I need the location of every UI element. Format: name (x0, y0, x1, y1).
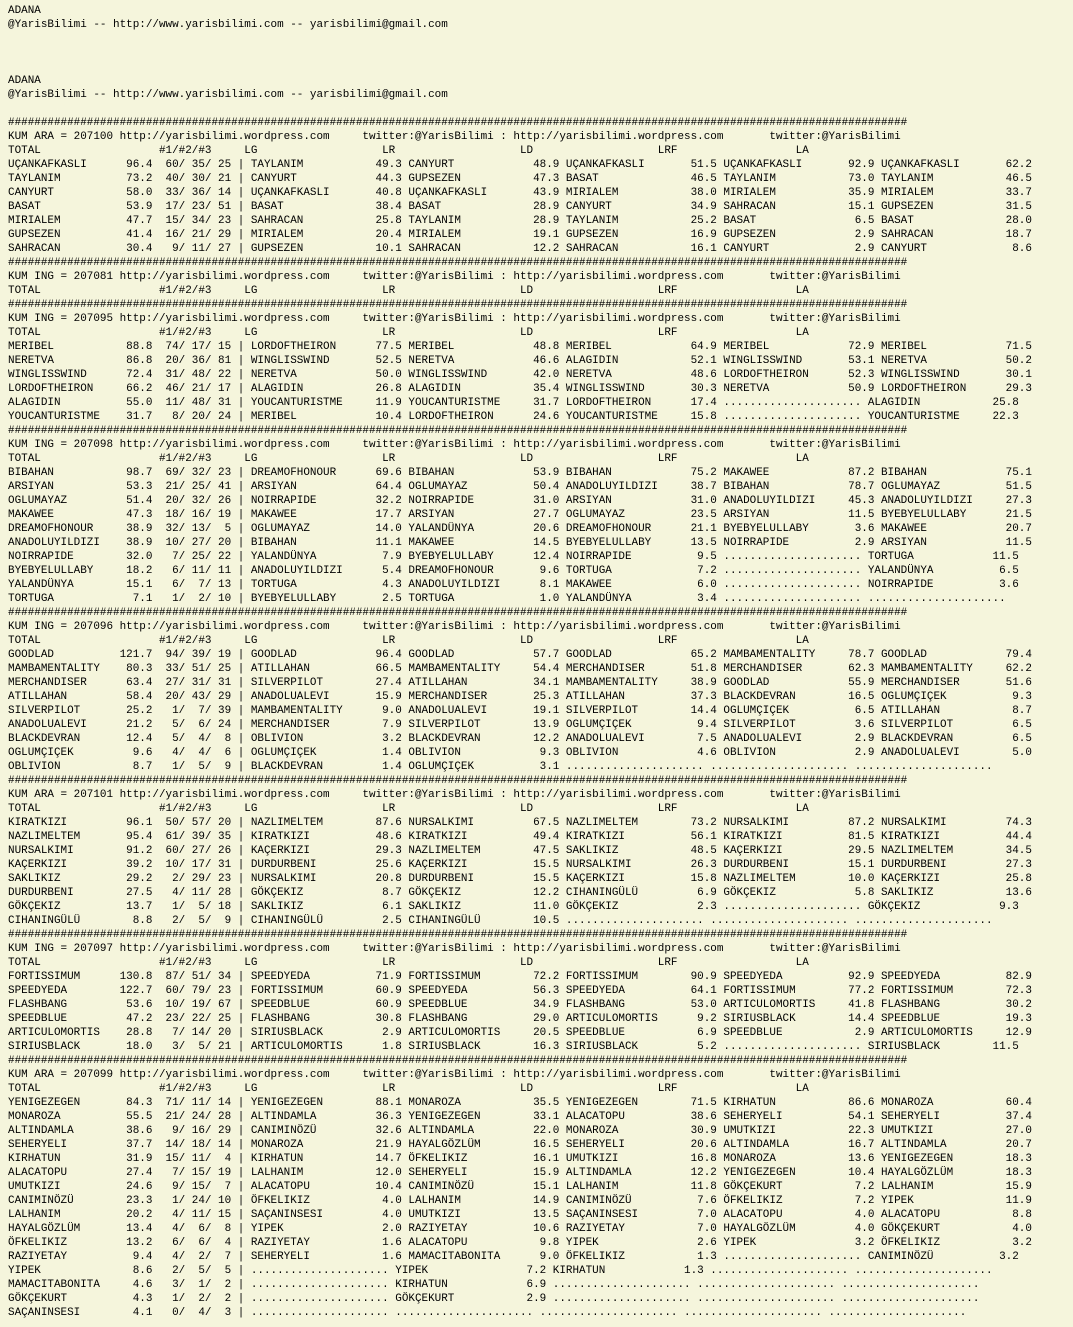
column-header: TOTAL #1/#2/#3 LG LR LD LRF LA (8, 453, 809, 465)
column-header: TOTAL #1/#2/#3 LG LR LD LRF LA (8, 957, 809, 969)
table-row: KIRATKIZI 96.1 50/ 57/ 20 | NAZLIMELTEM 87.6 NURSALKIMI 67.5 NAZLIMELTEM 73.2 NURSALKIMI 87.2 NURSALKIMI 74.3 (8, 817, 1032, 829)
separator-line: ######################################################################################################################################### (8, 299, 908, 311)
race-header: KUM ING = 207098 http://yarisbilimi.wordpress.com twitter:@YarisBilimi : http://yarisbilimi.wordpress.com twitter:@YarisBilimi (8, 439, 901, 451)
table-row: ALTINDAMLA 38.6 9/ 16/ 29 | CANIMINÖZÜ 32.6 ALTINDAMLA 22.0 MONAROZA 30.9 UMUTKIZI 22.3 UMUTKIZI 27.0 (8, 1125, 1032, 1137)
table-row: SAHRACAN 30.4 9/ 11/ 27 | GUPSEZEN 10.1 SAHRACAN 12.2 SAHRACAN 16.1 CANYURT 2.9 CANYURT 8.6 (8, 243, 1032, 255)
title-line: ADANA (8, 5, 41, 17)
table-row: MAMACITABONITA 4.6 3/ 1/ 2 | ..................... KIRHATUN 6.9 ..................... ..................... ..................... (8, 1279, 980, 1291)
table-row: FLASHBANG 53.6 10/ 19/ 67 | SPEEDBLUE 60.9 SPEEDBLUE 34.9 FLASHBANG 53.0 ARTICULOMORTIS 41.8 FLASHBANG 30.2 (8, 999, 1032, 1011)
table-row: ALAGIDIN 55.0 11/ 48/ 31 | YOUCANTURISTME 11.9 YOUCANTURISTME 31.7 LORDOFTHEIRON 17.4 ..................... ALAGIDIN 25.8 (8, 397, 1019, 409)
table-row: CIHANINGÜLÜ 8.8 2/ 5/ 9 | CIHANINGÜLÜ 2.5 CIHANINGÜLÜ 10.5 ..................... ..................... ..................... (8, 915, 993, 927)
blank-line (8, 32, 1032, 46)
table-row: GÖKÇEKURT 4.3 1/ 2/ 2 | ..................... GÖKÇEKURT 2.9 ..................... ..................... ..................... (8, 1293, 980, 1305)
separator-line: ######################################################################################################################################### (8, 929, 908, 941)
table-row: GUPSEZEN 41.4 16/ 21/ 29 | MIRIALEM 20.4 MIRIALEM 19.1 GUPSEZEN 16.9 GUPSEZEN 2.9 SAHRACAN 18.7 (8, 229, 1032, 241)
blank-line (8, 60, 1032, 74)
table-row: NAZLIMELTEM 95.4 61/ 39/ 35 | KIRATKIZI 48.6 KIRATKIZI 49.4 KIRATKIZI 56.1 KIRATKIZI 81.5 KIRATKIZI 44.4 (8, 831, 1032, 843)
table-row: NOIRRAPIDE 32.0 7/ 25/ 22 | YALANDÜNYA 7.9 BYEBYELULLABY 12.4 NOIRRAPIDE 9.5 ..................... TORTUGA 11.5 (8, 551, 1019, 563)
table-row: ARSIYAN 53.3 21/ 25/ 41 | ARSIYAN 64.4 OGLUMAYAZ 50.4 ANADOLUYILDIZI 38.7 BIBAHAN 78.7 OGLUMAYAZ 51.5 (8, 481, 1032, 493)
race-header: KUM ING = 207096 http://yarisbilimi.wordpress.com twitter:@YarisBilimi : http://yarisbilimi.wordpress.com twitter:@YarisBilimi (8, 621, 901, 633)
table-row: DREAMOFHONOUR 38.9 32/ 13/ 5 | OGLUMAYAZ 14.0 YALANDÜNYA 20.6 DREAMOFHONOUR 21.1 BYEBYELULLABY 3.6 MAKAWEE 20.7 (8, 523, 1032, 535)
separator-line: ######################################################################################################################################### (8, 117, 908, 129)
table-row: BYEBYELULLABY 18.2 6/ 11/ 11 | ANADOLUYILDIZI 5.4 DREAMOFHONOUR 9.6 TORTUGA 7.2 ..................... YALANDÜNYA 6.5 (8, 565, 1019, 577)
table-row: YIPEK 8.6 2/ 5/ 5 | ..................... YIPEK 7.2 KIRHATUN 1.3 ..................... ..................... (8, 1265, 993, 1277)
table-row: ALACATOPU 27.4 7/ 15/ 19 | LALHANIM 12.0 SEHERYELI 15.9 ALTINDAMLA 12.2 YENIGEZEGEN 10.4 HAYALGÖZLÜM 18.3 (8, 1167, 1032, 1179)
table-row: SAÇANINSESI 4.1 0/ 4/ 3 | ..................... ..................... ..................... ..................... ..................... (8, 1307, 967, 1319)
column-header: TOTAL #1/#2/#3 LG LR LD LRF LA (8, 1083, 809, 1095)
contact-line: @YarisBilimi -- http://www.yarisbilimi.com -- yarisbilimi@gmail.com (8, 19, 448, 31)
race-header: KUM ING = 207097 http://yarisbilimi.wordpress.com twitter:@YarisBilimi : http://yarisbilimi.wordpress.com twitter:@YarisBilimi (8, 943, 901, 955)
table-row: WINGLISSWIND 72.4 31/ 48/ 22 | NERETVA 50.0 WINGLISSWIND 42.0 NERETVA 48.6 LORDOFTHEIRON 52.3 WINGLISSWIND 30.1 (8, 369, 1032, 381)
column-header: TOTAL #1/#2/#3 LG LR LD LRF LA (8, 145, 809, 157)
table-row: HAYALGÖZLÜM 13.4 4/ 6/ 8 | YIPEK 2.0 RAZIYETAY 10.6 RAZIYETAY 7.0 HAYALGÖZLÜM 4.0 GÖKÇEKURT 4.0 (8, 1223, 1032, 1235)
race-header: KUM ARA = 207100 http://yarisbilimi.wordpress.com twitter:@YarisBilimi : http://yarisbilimi.wordpress.com twitter:@YarisBilimi (8, 131, 901, 143)
table-row: MONAROZA 55.5 21/ 24/ 28 | ALTINDAMLA 36.3 YENIGEZEGEN 33.1 ALACATOPU 38.6 SEHERYELI 54.1 SEHERYELI 37.4 (8, 1111, 1032, 1123)
table-row: ARTICULOMORTIS 28.8 7/ 14/ 20 | SIRIUSBLACK 2.9 ARTICULOMORTIS 20.5 SPEEDBLUE 6.9 SPEEDBLUE 2.9 ARTICULOMORTIS 12.9 (8, 1027, 1032, 1039)
race-header: KUM ING = 207081 http://yarisbilimi.wordpress.com twitter:@YarisBilimi : http://yarisbilimi.wordpress.com twitter:@YarisBilimi (8, 271, 901, 283)
table-row: MIRIALEM 47.7 15/ 34/ 23 | SAHRACAN 25.8 TAYLANIM 28.9 TAYLANIM 25.2 BASAT 6.5 BASAT 28.0 (8, 215, 1032, 227)
table-row: CANIMINÖZÜ 23.3 1/ 24/ 10 | ÖFKELIKIZ 4.0 LALHANIM 14.9 CANIMINÖZÜ 7.6 ÖFKELIKIZ 7.2 YIPEK 11.9 (8, 1195, 1032, 1207)
table-row: GOODLAD 121.7 94/ 39/ 19 | GOODLAD 96.4 GOODLAD 57.7 GOODLAD 65.2 MAMBAMENTALITY 78.7 GOODLAD 79.4 (8, 649, 1032, 661)
results-document (8, 4, 1032, 1320)
title-line: ADANA (8, 75, 41, 87)
separator-line: ######################################################################################################################################### (8, 607, 908, 619)
column-header: TOTAL #1/#2/#3 LG LR LD LRF LA (8, 635, 809, 647)
separator-line: ######################################################################################################################################### (8, 775, 908, 787)
table-row: SEHERYELI 37.7 14/ 18/ 14 | MONAROZA 21.9 HAYALGÖZLÜM 16.5 SEHERYELI 20.6 ALTINDAMLA 16.7 ALTINDAMLA 20.7 (8, 1139, 1032, 1151)
table-row: UMUTKIZI 24.6 9/ 15/ 7 | ALACATOPU 10.4 CANIMINÖZÜ 15.1 LALHANIM 11.8 GÖKÇEKURT 7.2 LALHANIM 15.9 (8, 1181, 1032, 1193)
table-row: BLACKDEVRAN 12.4 5/ 4/ 8 | OBLIVION 3.2 BLACKDEVRAN 12.2 ANADOLUALEVI 7.5 ANADOLUALEVI 2.9 BLACKDEVRAN 6.5 (8, 733, 1032, 745)
table-row: LORDOFTHEIRON 66.2 46/ 21/ 17 | ALAGIDIN 26.8 ALAGIDIN 35.4 WINGLISSWIND 30.3 NERETVA 50.9 LORDOFTHEIRON 29.3 (8, 383, 1032, 395)
table-row: SILVERPILOT 25.2 1/ 7/ 39 | MAMBAMENTALITY 9.0 ANADOLUALEVI 19.1 SILVERPILOT 14.4 OGLUMÇIÇEK 6.5 ATILLAHAN 8.7 (8, 705, 1032, 717)
table-row: OBLIVION 8.7 1/ 5/ 9 | BLACKDEVRAN 1.4 OGLUMÇIÇEK 3.1 ..................... ..................... ..................... (8, 761, 993, 773)
table-row: NURSALKIMI 91.2 60/ 27/ 26 | KAÇERKIZI 29.3 NAZLIMELTEM 47.5 SAKLIKIZ 48.5 KAÇERKIZI 29.5 NAZLIMELTEM 34.5 (8, 845, 1032, 857)
race-header: KUM ING = 207095 http://yarisbilimi.wordpress.com twitter:@YarisBilimi : http://yarisbilimi.wordpress.com twitter:@YarisBilimi (8, 313, 901, 325)
table-row: ATILLAHAN 58.4 20/ 43/ 29 | ANADOLUALEVI 15.9 MERCHANDISER 25.3 ATILLAHAN 37.3 BLACKDEVRAN 16.5 OGLUMÇIÇEK 9.3 (8, 691, 1032, 703)
blank-line (8, 46, 1032, 60)
table-row: KAÇERKIZI 39.2 10/ 17/ 31 | DURDURBENI 25.6 KAÇERKIZI 15.5 NURSALKIMI 26.3 DURDURBENI 15.1 DURDURBENI 27.3 (8, 859, 1032, 871)
race-header: KUM ARA = 207099 http://yarisbilimi.wordpress.com twitter:@YarisBilimi : http://yarisbilimi.wordpress.com twitter:@YarisBilimi (8, 1069, 901, 1081)
column-header: TOTAL #1/#2/#3 LG LR LD LRF LA (8, 803, 809, 815)
table-row: MERIBEL 88.8 74/ 17/ 15 | LORDOFTHEIRON 77.5 MERIBEL 48.8 MERIBEL 64.9 MERIBEL 72.9 MERIBEL 71.5 (8, 341, 1032, 353)
table-row: SPEEDBLUE 47.2 23/ 22/ 25 | FLASHBANG 30.8 FLASHBANG 29.0 ARTICULOMORTIS 9.2 SIRIUSBLACK 14.4 SPEEDBLUE 19.3 (8, 1013, 1032, 1025)
table-row: SIRIUSBLACK 18.0 3/ 5/ 21 | ARTICULOMORTIS 1.8 SIRIUSBLACK 16.3 SIRIUSBLACK 5.2 ..................... SIRIUSBLACK 11.5 (8, 1041, 1019, 1053)
table-row: NERETVA 86.8 20/ 36/ 81 | WINGLISSWIND 52.5 NERETVA 46.6 ALAGIDIN 52.1 WINGLISSWIND 53.1 NERETVA 50.2 (8, 355, 1032, 367)
column-header: TOTAL #1/#2/#3 LG LR LD LRF LA (8, 327, 809, 339)
table-row: YOUCANTURISTME 31.7 8/ 20/ 24 | MERIBEL 10.4 LORDOFTHEIRON 24.6 YOUCANTURISTME 15.8 ..................... YOUCANTURISTME 22.3 (8, 411, 1019, 423)
table-row: SPEEDYEDA 122.7 60/ 79/ 23 | FORTISSIMUM 60.9 SPEEDYEDA 56.3 SPEEDYEDA 64.1 FORTISSIMUM 77.2 FORTISSIMUM 72.3 (8, 985, 1032, 997)
table-row: SAKLIKIZ 29.2 2/ 29/ 23 | NURSALKIMI 20.8 DURDURBENI 15.5 KAÇERKIZI 15.8 NAZLIMELTEM 10.0 KAÇERKIZI 25.8 (8, 873, 1032, 885)
table-row: GÖKÇEKIZ 13.7 1/ 5/ 18 | SAKLIKIZ 6.1 SAKLIKIZ 11.0 GÖKÇEKIZ 2.3 ..................... GÖKÇEKIZ 9.3 (8, 901, 1019, 913)
table-row: BASAT 53.9 17/ 23/ 51 | BASAT 38.4 BASAT 28.9 CANYURT 34.9 SAHRACAN 15.1 GUPSEZEN 31.5 (8, 201, 1032, 213)
table-row: YALANDÜNYA 15.1 6/ 7/ 13 | TORTUGA 4.3 ANADOLUYILDIZI 8.1 MAKAWEE 6.0 ..................... NOIRRAPIDE 3.6 (8, 579, 1019, 591)
table-row: BIBAHAN 98.7 69/ 32/ 23 | DREAMOFHONOUR 69.6 BIBAHAN 53.9 BIBAHAN 75.2 MAKAWEE 87.2 BIBAHAN 75.1 (8, 467, 1032, 479)
table-row: ÖFKELIKIZ 13.2 6/ 6/ 4 | RAZIYETAY 1.6 ALACATOPU 9.8 YIPEK 2.6 YIPEK 3.2 ÖFKELIKIZ 3.2 (8, 1237, 1032, 1249)
table-row: KIRHATUN 31.9 15/ 11/ 4 | KIRHATUN 14.7 ÖFKELIKIZ 16.1 UMUTKIZI 16.8 MONAROZA 13.6 YENIGEZEGEN 18.3 (8, 1153, 1032, 1165)
race-header: KUM ARA = 207101 http://yarisbilimi.wordpress.com twitter:@YarisBilimi : http://yarisbilimi.wordpress.com twitter:@YarisBilimi (8, 789, 901, 801)
column-header: TOTAL #1/#2/#3 LG LR LD LRF LA (8, 285, 809, 297)
table-row: MAMBAMENTALITY 80.3 33/ 51/ 25 | ATILLAHAN 66.5 MAMBAMENTALITY 54.4 MERCHANDISER 51.8 MERCHANDISER 62.3 MAMBAMENTALITY 62.2 (8, 663, 1032, 675)
table-row: TORTUGA 7.1 1/ 2/ 10 | BYEBYELULLABY 2.5 TORTUGA 1.0 YALANDÜNYA 3.4 ..................... ..................... (8, 593, 1006, 605)
separator-line: ######################################################################################################################################### (8, 257, 908, 269)
table-row: ANADOLUALEVI 21.2 5/ 6/ 24 | MERCHANDISER 7.9 SILVERPILOT 13.9 OGLUMÇIÇEK 9.4 SILVERPILOT 3.6 SILVERPILOT 6.5 (8, 719, 1032, 731)
table-row: OGLUMAYAZ 51.4 20/ 32/ 26 | NOIRRAPIDE 32.2 NOIRRAPIDE 31.0 ARSIYAN 31.0 ANADOLUYILDIZI 45.3 ANADOLUYILDIZI 27.3 (8, 495, 1032, 507)
table-row: OGLUMÇIÇEK 9.6 4/ 4/ 6 | OGLUMÇIÇEK 1.4 OBLIVION 9.3 OBLIVION 4.6 OBLIVION 2.9 ANADOLUALEVI 5.0 (8, 747, 1032, 759)
table-row: TAYLANIM 73.2 40/ 30/ 21 | CANYURT 44.3 GUPSEZEN 47.3 BASAT 46.5 TAYLANIM 73.0 TAYLANIM 46.5 (8, 173, 1032, 185)
table-row: ANADOLUYILDIZI 38.9 10/ 27/ 20 | BIBAHAN 11.1 MAKAWEE 14.5 BYEBYELULLABY 13.5 NOIRRAPIDE 2.9 ARSIYAN 11.5 (8, 537, 1032, 549)
table-row: UÇANKAFKASLI 96.4 60/ 35/ 25 | TAYLANIM 49.3 CANYURT 48.9 UÇANKAFKASLI 51.5 UÇANKAFKASLI 92.9 UÇANKAFKASLI 62.2 (8, 159, 1032, 171)
table-row: MAKAWEE 47.3 18/ 16/ 19 | MAKAWEE 17.7 ARSIYAN 27.7 OGLUMAYAZ 23.5 ARSIYAN 11.5 BYEBYELULLABY 21.5 (8, 509, 1032, 521)
separator-line: ######################################################################################################################################### (8, 1055, 908, 1067)
table-row: RAZIYETAY 9.4 4/ 2/ 7 | SEHERYELI 1.6 MAMACITABONITA 9.0 ÖFKELIKIZ 1.3 ..................... CANIMINÖZÜ 3.2 (8, 1251, 1019, 1263)
contact-line: @YarisBilimi -- http://www.yarisbilimi.com -- yarisbilimi@gmail.com (8, 89, 448, 101)
table-row: CANYURT 58.0 33/ 36/ 14 | UÇANKAFKASLI 40.8 UÇANKAFKASLI 43.9 MIRIALEM 38.0 MIRIALEM 35.9 MIRIALEM 33.7 (8, 187, 1032, 199)
blank-line (8, 102, 1032, 116)
table-row: DURDURBENI 27.5 4/ 11/ 28 | GÖKÇEKIZ 8.7 GÖKÇEKIZ 12.2 CIHANINGÜLÜ 6.9 GÖKÇEKIZ 5.8 SAKLIKIZ 13.6 (8, 887, 1032, 899)
table-row: MERCHANDISER 63.4 27/ 31/ 31 | SILVERPILOT 27.4 ATILLAHAN 34.1 MAMBAMENTALITY 38.9 GOODLAD 55.9 MERCHANDISER 51.6 (8, 677, 1032, 689)
table-row: LALHANIM 20.2 4/ 11/ 15 | SAÇANINSESI 4.0 UMUTKIZI 13.5 SAÇANINSESI 7.0 ALACATOPU 4.0 ALACATOPU 8.8 (8, 1209, 1032, 1221)
table-row: YENIGEZEGEN 84.3 71/ 11/ 14 | YENIGEZEGEN 88.1 MONAROZA 35.5 YENIGEZEGEN 71.5 KIRHATUN 86.6 MONAROZA 60.4 (8, 1097, 1032, 1109)
table-row: FORTISSIMUM 130.8 87/ 51/ 34 | SPEEDYEDA 71.9 FORTISSIMUM 72.2 FORTISSIMUM 90.9 SPEEDYEDA 92.9 SPEEDYEDA 82.9 (8, 971, 1032, 983)
separator-line: ######################################################################################################################################### (8, 425, 908, 437)
